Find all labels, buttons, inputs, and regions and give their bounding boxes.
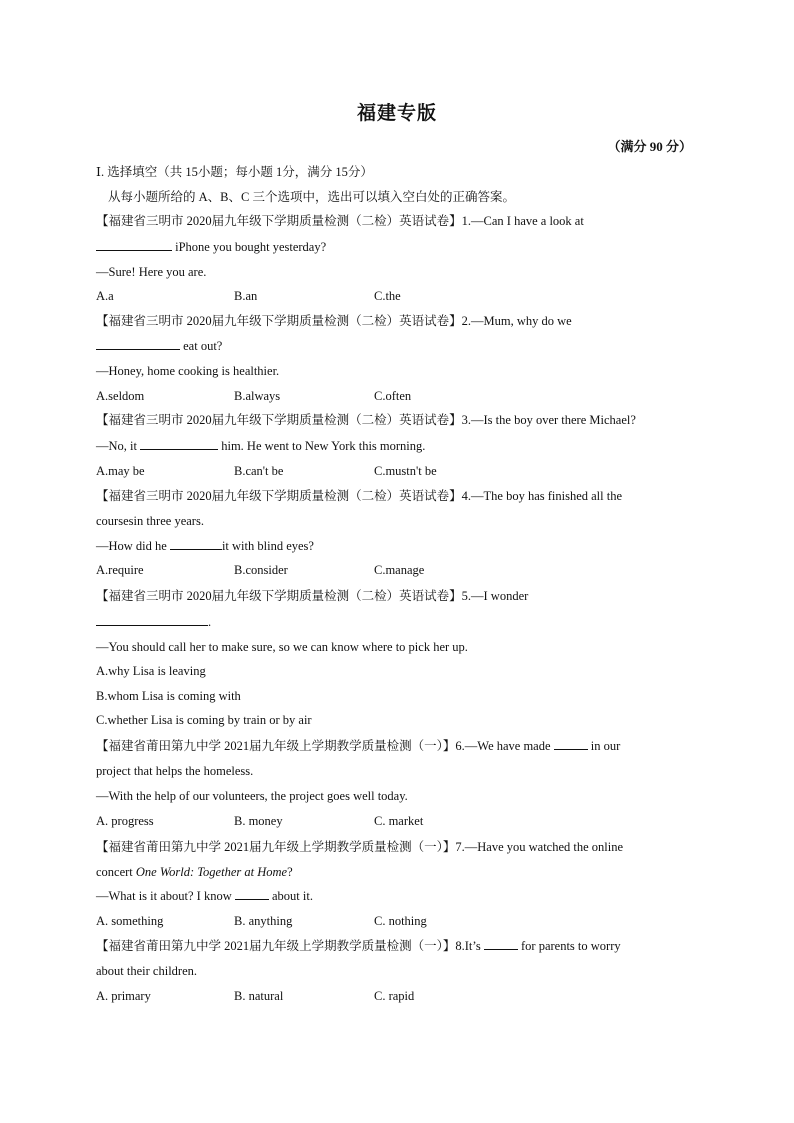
question-stem-continued: in our <box>587 738 621 753</box>
question-stem-continued: for parents to worry <box>517 939 621 953</box>
question-stem: 2.—Mum, why do we <box>461 313 572 328</box>
question-2-options <box>96 384 706 409</box>
question-stem: 7.—Have you watched the online <box>455 839 624 854</box>
question-2-line <box>96 309 706 334</box>
option-c: C.often <box>374 388 412 403</box>
question-source: 【福建省莆田第九中学 2021届九年级上学期教学质量检测（一）】 <box>96 839 456 854</box>
option-b: B. anything <box>234 913 293 928</box>
question-6-options <box>96 809 706 834</box>
option-c: C. market <box>374 814 424 828</box>
question-5-reply: —You should call her to make sure, so we can know where to pick her up. <box>96 639 468 654</box>
question-4-reply <box>96 534 706 559</box>
question-stem: 3.—Is the boy over there Michael? <box>461 413 636 427</box>
question-3-reply <box>96 433 706 459</box>
option-a: A. primary <box>96 988 151 1003</box>
question-1-line <box>96 209 706 234</box>
question-stem-continued: eat out? <box>180 339 223 353</box>
question-7-reply <box>96 884 706 909</box>
reply-text-continued: him. He went to New York this morning. <box>218 438 426 453</box>
question-stem-continued: iPhone you bought yesterday? <box>172 239 327 254</box>
answer-blank <box>235 884 269 900</box>
question-4-options <box>96 558 706 583</box>
question-5-line <box>96 583 706 609</box>
option-c: C.mustn't be <box>374 463 437 478</box>
reply-text-continued: about it. <box>268 889 313 903</box>
question-source: 【福建省三明市 2020届九年级下学期质量检测（二检）英语试卷】 <box>96 588 462 603</box>
question-8-line-2: about their children. <box>96 964 198 978</box>
option-b: B.an <box>234 289 258 303</box>
question-stem-continued: concert <box>96 864 136 879</box>
option-c: C. rapid <box>374 988 415 1003</box>
question-source: 【福建省莆田第九中学 2021届九年级上学期教学质量检测（一）】 <box>96 939 456 953</box>
question-stem: 4.—The boy has finished all the <box>461 489 623 503</box>
answer-blank <box>554 734 588 750</box>
question-2-line-2 <box>96 333 706 359</box>
question-4-line <box>96 483 706 509</box>
answer-blank <box>96 610 208 626</box>
question-8-options <box>96 984 706 1009</box>
option-b: B. money <box>234 814 283 828</box>
question-7-options <box>96 909 706 934</box>
question-6-line <box>96 733 706 759</box>
question-stem: 6.—We have made <box>455 738 554 753</box>
option-a: A.a <box>96 289 114 303</box>
option-a: A. something <box>96 913 164 928</box>
question-3-line <box>96 408 706 433</box>
question-stem-continued: . <box>208 614 212 629</box>
reply-text: —No, it <box>96 438 141 453</box>
question-stem: 8.It’s <box>455 939 484 953</box>
reply-text: —What is it about? I know <box>96 889 235 903</box>
document-title: 福建专版 <box>356 103 437 124</box>
question-3-options <box>96 459 706 484</box>
option-a: A.why Lisa is leaving <box>96 664 206 678</box>
option-b: B.can't be <box>234 463 284 478</box>
question-source: 【福建省三明市 2020届九年级下学期质量检测（二检）英语试卷】 <box>96 413 462 427</box>
option-c: C.manage <box>374 563 425 577</box>
answer-blank <box>170 534 222 550</box>
question-stem: 1.—Can I have a look at <box>461 214 584 228</box>
question-source: 【福建省三明市 2020届九年级下学期质量检测（二检）英语试卷】 <box>96 489 462 503</box>
question-mark: ? <box>287 864 293 879</box>
reply-text-continued: it with blind eyes? <box>221 538 314 553</box>
full-score-note: （满分 90 分） <box>607 139 692 154</box>
option-b: B.consider <box>234 563 288 577</box>
question-8-line <box>96 933 706 959</box>
option-a: A.require <box>96 563 144 577</box>
question-7-line <box>96 834 706 860</box>
option-b: B.whom Lisa is coming with <box>96 688 241 703</box>
option-a: A.may be <box>96 463 145 478</box>
option-c: C. nothing <box>374 913 427 928</box>
option-a: A. progress <box>96 814 154 828</box>
answer-blank <box>140 434 218 450</box>
question-1-line-2 <box>96 234 706 260</box>
section-heading: Ⅰ. 选择填空（共 15小题；每小题 1分，满分 15分） <box>96 165 373 179</box>
question-5-line-2 <box>96 609 706 635</box>
reply-text: —How did he <box>96 538 170 553</box>
question-section <box>96 160 706 1008</box>
option-c: C.the <box>374 289 401 303</box>
answer-blank <box>96 334 180 350</box>
option-c: C.whether Lisa is coming by train or by air <box>96 713 312 727</box>
concert-title: One World: Together at Home <box>135 864 288 879</box>
question-1-reply: —Sure! Here you are. <box>96 264 207 279</box>
section-instruction: 从每小题所给的 A、B、C 三个选项中，选出可以填入空白处的正确答案。 <box>108 189 515 204</box>
question-1-options <box>96 284 706 309</box>
question-6-line-2: project that helps the homeless. <box>96 763 254 778</box>
question-7-line-2 <box>96 860 706 885</box>
option-a: A.seldom <box>96 388 145 403</box>
question-source: 【福建省三明市 2020届九年级下学期质量检测（二检）英语试卷】 <box>96 313 462 328</box>
option-b: B.always <box>234 388 281 403</box>
answer-blank <box>484 934 518 950</box>
question-source: 【福建省莆田第九中学 2021届九年级上学期教学质量检测（一）】 <box>96 738 456 753</box>
question-source: 【福建省三明市 2020届九年级下学期质量检测（二检）英语试卷】 <box>96 214 462 228</box>
answer-blank <box>96 235 172 251</box>
question-6-reply: —With the help of our volunteers, the project goes well today. <box>96 789 408 803</box>
question-4-line-2: coursesin three years. <box>96 514 204 528</box>
question-2-reply: —Honey, home cooking is healthier. <box>96 364 280 378</box>
option-b: B. natural <box>234 988 284 1003</box>
question-stem: 5.—I wonder <box>461 588 529 603</box>
